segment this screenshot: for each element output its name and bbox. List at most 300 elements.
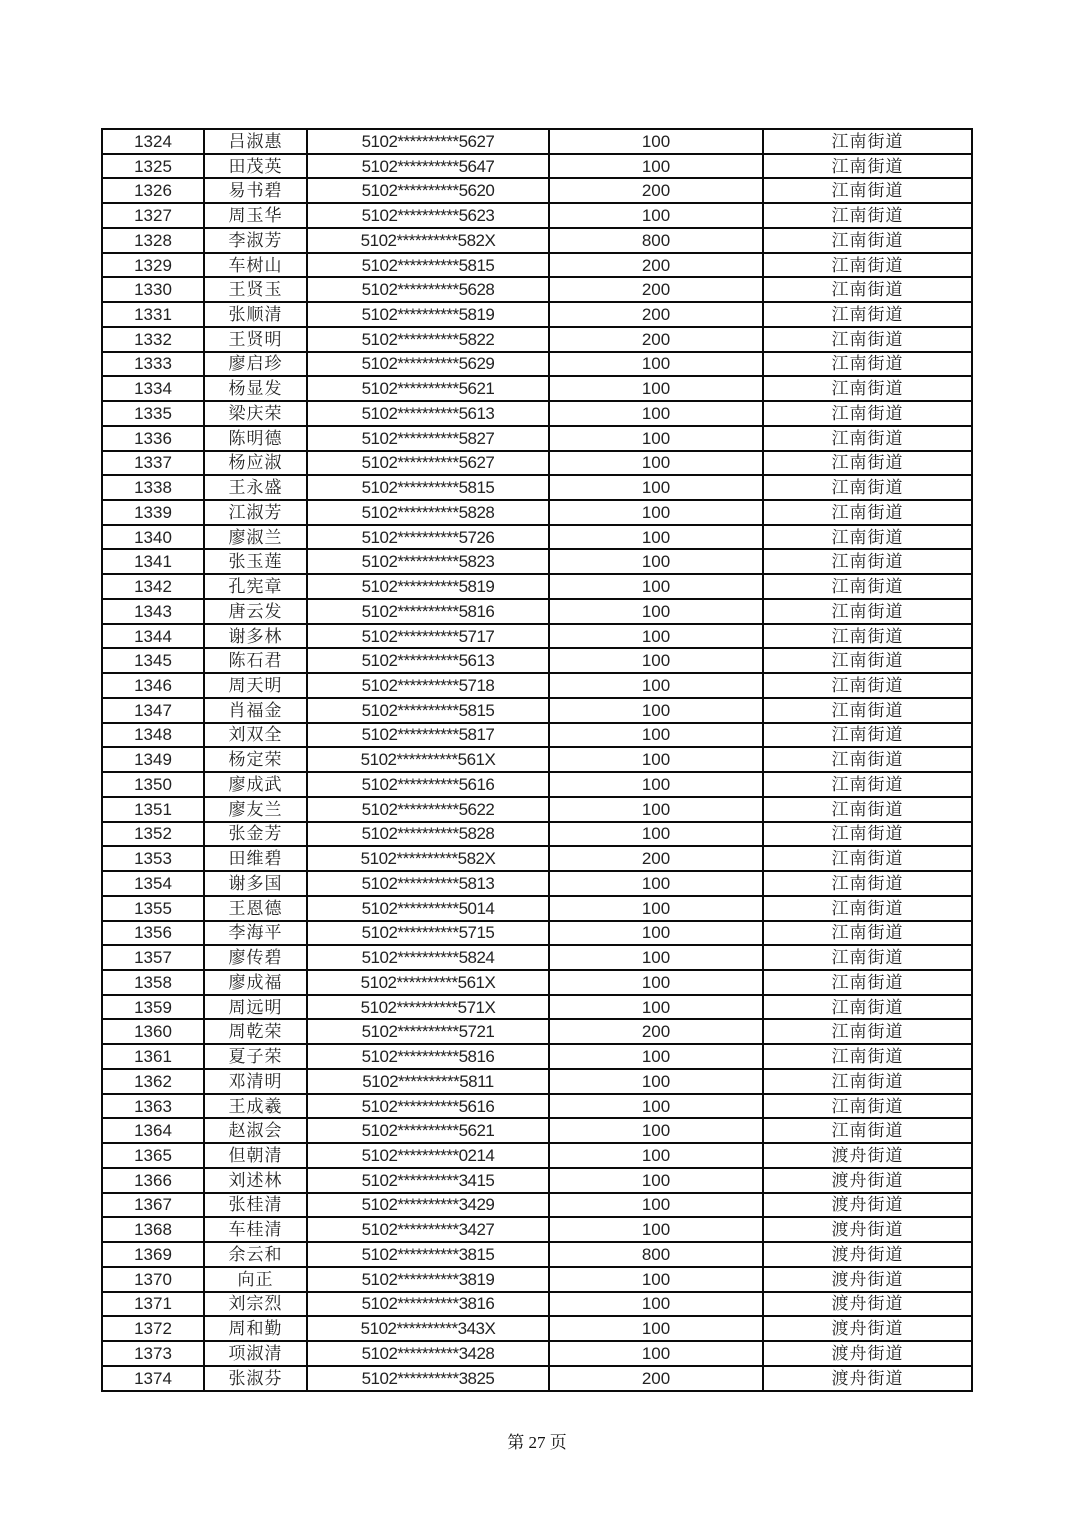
cell-no: 1335 — [102, 401, 204, 426]
table-row — [102, 995, 972, 1020]
cell-no: 1337 — [102, 451, 204, 476]
cell-name: 王恩德 — [204, 896, 307, 921]
cell-district: 江南街道 — [763, 896, 972, 921]
cell-name: 江淑芳 — [204, 500, 307, 525]
cell-id: 5102**********5717 — [307, 624, 549, 649]
cell-district: 江南街道 — [763, 154, 972, 179]
cell-id: 5102**********5824 — [307, 945, 549, 970]
cell-name: 邓清明 — [204, 1069, 307, 1094]
table-row — [102, 1292, 972, 1317]
table-row — [102, 846, 972, 871]
table-row — [102, 1118, 972, 1143]
cell-id: 5102**********5823 — [307, 549, 549, 574]
cell-no: 1361 — [102, 1044, 204, 1069]
cell-id: 5102**********3415 — [307, 1168, 549, 1193]
cell-name: 杨应淑 — [204, 451, 307, 476]
cell-id: 5102**********5815 — [307, 698, 549, 723]
table-row — [102, 896, 972, 921]
table-row — [102, 1044, 972, 1069]
cell-id: 5102**********5816 — [307, 599, 549, 624]
cell-name: 张桂清 — [204, 1193, 307, 1218]
cell-amount: 100 — [549, 1193, 763, 1218]
cell-district: 江南街道 — [763, 549, 972, 574]
cell-id: 5102**********5621 — [307, 1118, 549, 1143]
table-row — [102, 475, 972, 500]
table-row — [102, 525, 972, 550]
cell-name: 张顺清 — [204, 302, 307, 327]
table-row — [102, 772, 972, 797]
cell-district: 江南街道 — [763, 871, 972, 896]
cell-name: 刘宗烈 — [204, 1292, 307, 1317]
table-row — [102, 624, 972, 649]
cell-id: 5102**********5623 — [307, 203, 549, 228]
cell-id: 5102**********5616 — [307, 1094, 549, 1119]
cell-id: 5102**********5827 — [307, 426, 549, 451]
cell-no: 1351 — [102, 797, 204, 822]
table-row — [102, 574, 972, 599]
cell-no: 1363 — [102, 1094, 204, 1119]
cell-no: 1339 — [102, 500, 204, 525]
cell-no: 1365 — [102, 1143, 204, 1168]
cell-no: 1362 — [102, 1069, 204, 1094]
table-row — [102, 970, 972, 995]
cell-no: 1340 — [102, 525, 204, 550]
cell-no: 1366 — [102, 1168, 204, 1193]
cell-district: 江南街道 — [763, 327, 972, 352]
cell-amount: 100 — [549, 549, 763, 574]
cell-no: 1360 — [102, 1019, 204, 1044]
cell-district: 江南街道 — [763, 1069, 972, 1094]
cell-amount: 100 — [549, 624, 763, 649]
cell-no: 1354 — [102, 871, 204, 896]
cell-name: 余云和 — [204, 1242, 307, 1267]
cell-no: 1355 — [102, 896, 204, 921]
cell-amount: 100 — [549, 871, 763, 896]
table-row — [102, 451, 972, 476]
cell-id: 5102**********5613 — [307, 648, 549, 673]
cell-id: 5102**********5627 — [307, 129, 549, 154]
cell-district: 渡舟街道 — [763, 1267, 972, 1292]
cell-amount: 100 — [549, 1168, 763, 1193]
table-row — [102, 945, 972, 970]
cell-no: 1333 — [102, 352, 204, 377]
cell-no: 1368 — [102, 1217, 204, 1242]
cell-name: 周乾荣 — [204, 1019, 307, 1044]
table-row — [102, 203, 972, 228]
cell-id: 5102**********5613 — [307, 401, 549, 426]
table-row — [102, 1242, 972, 1267]
cell-name: 张淑芬 — [204, 1366, 307, 1391]
cell-amount: 100 — [549, 352, 763, 377]
cell-name: 周玉华 — [204, 203, 307, 228]
cell-district: 江南街道 — [763, 599, 972, 624]
cell-amount: 200 — [549, 1019, 763, 1044]
cell-no: 1356 — [102, 921, 204, 946]
cell-district: 江南街道 — [763, 253, 972, 278]
cell-id: 5102**********5819 — [307, 302, 549, 327]
cell-id: 5102**********571X — [307, 995, 549, 1020]
cell-district: 江南街道 — [763, 1094, 972, 1119]
cell-district: 江南街道 — [763, 995, 972, 1020]
cell-name: 田维碧 — [204, 846, 307, 871]
cell-no: 1345 — [102, 648, 204, 673]
cell-name: 易书碧 — [204, 178, 307, 203]
cell-no: 1325 — [102, 154, 204, 179]
cell-name: 梁庆荣 — [204, 401, 307, 426]
cell-no: 1374 — [102, 1366, 204, 1391]
table-row — [102, 401, 972, 426]
cell-name: 孔宪章 — [204, 574, 307, 599]
cell-district: 江南街道 — [763, 203, 972, 228]
cell-district: 江南街道 — [763, 426, 972, 451]
cell-no: 1369 — [102, 1242, 204, 1267]
table-row — [102, 1341, 972, 1366]
table-row — [102, 1316, 972, 1341]
cell-name: 杨显发 — [204, 376, 307, 401]
cell-no: 1358 — [102, 970, 204, 995]
cell-amount: 100 — [549, 1292, 763, 1317]
table-row — [102, 500, 972, 525]
cell-district: 江南街道 — [763, 648, 972, 673]
cell-name: 陈明德 — [204, 426, 307, 451]
page-footer — [0, 1428, 1074, 1453]
table-body — [102, 129, 972, 1391]
cell-district: 江南街道 — [763, 698, 972, 723]
table-row — [102, 277, 972, 302]
cell-no: 1344 — [102, 624, 204, 649]
cell-id: 5102**********3825 — [307, 1366, 549, 1391]
cell-no: 1341 — [102, 549, 204, 574]
cell-name: 王成羲 — [204, 1094, 307, 1119]
cell-district: 渡舟街道 — [763, 1217, 972, 1242]
table-row — [102, 178, 972, 203]
cell-no: 1326 — [102, 178, 204, 203]
cell-id: 5102**********3815 — [307, 1242, 549, 1267]
cell-name: 王永盛 — [204, 475, 307, 500]
cell-name: 车桂清 — [204, 1217, 307, 1242]
cell-name: 田茂英 — [204, 154, 307, 179]
table-row — [102, 426, 972, 451]
beneficiary-table — [101, 128, 973, 1392]
cell-id: 5102**********5828 — [307, 822, 549, 847]
cell-name: 肖福金 — [204, 698, 307, 723]
cell-id: 5102**********582X — [307, 228, 549, 253]
table-row — [102, 1168, 972, 1193]
cell-district: 江南街道 — [763, 673, 972, 698]
cell-name: 唐云发 — [204, 599, 307, 624]
cell-district: 江南街道 — [763, 846, 972, 871]
cell-amount: 800 — [549, 1242, 763, 1267]
cell-district: 江南街道 — [763, 1044, 972, 1069]
cell-district: 江南街道 — [763, 352, 972, 377]
cell-district: 江南街道 — [763, 747, 972, 772]
cell-no: 1348 — [102, 723, 204, 748]
cell-district: 江南街道 — [763, 574, 972, 599]
cell-district: 渡舟街道 — [763, 1366, 972, 1391]
cell-no: 1334 — [102, 376, 204, 401]
cell-district: 渡舟街道 — [763, 1292, 972, 1317]
table-row — [102, 1143, 972, 1168]
table-row — [102, 797, 972, 822]
cell-amount: 200 — [549, 302, 763, 327]
cell-amount: 100 — [549, 1094, 763, 1119]
cell-amount: 100 — [549, 475, 763, 500]
cell-name: 廖成福 — [204, 970, 307, 995]
cell-amount: 100 — [549, 698, 763, 723]
cell-district: 江南街道 — [763, 921, 972, 946]
cell-district: 江南街道 — [763, 772, 972, 797]
cell-district: 江南街道 — [763, 945, 972, 970]
cell-amount: 100 — [549, 673, 763, 698]
table-row — [102, 253, 972, 278]
cell-id: 5102**********5828 — [307, 500, 549, 525]
cell-id: 5102**********3816 — [307, 1292, 549, 1317]
cell-id: 5102**********5715 — [307, 921, 549, 946]
cell-id: 5102**********5819 — [307, 574, 549, 599]
table-row — [102, 1217, 972, 1242]
cell-no: 1364 — [102, 1118, 204, 1143]
cell-no: 1324 — [102, 129, 204, 154]
table-row — [102, 549, 972, 574]
cell-district: 江南街道 — [763, 228, 972, 253]
table-row — [102, 1019, 972, 1044]
cell-no: 1370 — [102, 1267, 204, 1292]
cell-amount: 100 — [549, 376, 763, 401]
cell-amount: 100 — [549, 921, 763, 946]
cell-amount: 100 — [549, 1341, 763, 1366]
cell-amount: 100 — [549, 1118, 763, 1143]
cell-amount: 100 — [549, 203, 763, 228]
cell-name: 周天明 — [204, 673, 307, 698]
cell-name: 车树山 — [204, 253, 307, 278]
cell-district: 江南街道 — [763, 1019, 972, 1044]
cell-amount: 100 — [549, 945, 763, 970]
cell-district: 渡舟街道 — [763, 1316, 972, 1341]
cell-id: 5102**********343X — [307, 1316, 549, 1341]
cell-id: 5102**********5816 — [307, 1044, 549, 1069]
cell-district: 江南街道 — [763, 723, 972, 748]
table-row — [102, 1094, 972, 1119]
table-row — [102, 599, 972, 624]
cell-district: 江南街道 — [763, 797, 972, 822]
cell-id: 5102**********5620 — [307, 178, 549, 203]
cell-amount: 100 — [549, 723, 763, 748]
cell-no: 1343 — [102, 599, 204, 624]
cell-name: 廖友兰 — [204, 797, 307, 822]
cell-name: 但朝清 — [204, 1143, 307, 1168]
cell-name: 周远明 — [204, 995, 307, 1020]
cell-id: 5102**********5822 — [307, 327, 549, 352]
cell-district: 江南街道 — [763, 376, 972, 401]
cell-amount: 100 — [549, 599, 763, 624]
cell-district: 江南街道 — [763, 277, 972, 302]
cell-amount: 100 — [549, 426, 763, 451]
cell-id: 5102**********561X — [307, 747, 549, 772]
cell-district: 江南街道 — [763, 475, 972, 500]
cell-no: 1338 — [102, 475, 204, 500]
cell-no: 1359 — [102, 995, 204, 1020]
table-row — [102, 327, 972, 352]
table-row — [102, 921, 972, 946]
cell-id: 5102**********0214 — [307, 1143, 549, 1168]
cell-amount: 100 — [549, 995, 763, 1020]
cell-no: 1329 — [102, 253, 204, 278]
cell-id: 5102**********561X — [307, 970, 549, 995]
cell-district: 江南街道 — [763, 624, 972, 649]
cell-name: 廖淑兰 — [204, 525, 307, 550]
cell-amount: 100 — [549, 896, 763, 921]
cell-name: 赵淑会 — [204, 1118, 307, 1143]
cell-no: 1347 — [102, 698, 204, 723]
cell-district: 渡舟街道 — [763, 1341, 972, 1366]
cell-name: 项淑清 — [204, 1341, 307, 1366]
cell-amount: 200 — [549, 253, 763, 278]
cell-name: 杨定荣 — [204, 747, 307, 772]
cell-no: 1328 — [102, 228, 204, 253]
cell-amount: 200 — [549, 846, 763, 871]
cell-no: 1350 — [102, 772, 204, 797]
cell-amount: 200 — [549, 178, 763, 203]
cell-amount: 100 — [549, 772, 763, 797]
table-row — [102, 673, 972, 698]
cell-no: 1332 — [102, 327, 204, 352]
cell-name: 廖传碧 — [204, 945, 307, 970]
cell-name: 陈石君 — [204, 648, 307, 673]
cell-district: 渡舟街道 — [763, 1143, 972, 1168]
cell-id: 5102**********3427 — [307, 1217, 549, 1242]
table-row — [102, 1193, 972, 1218]
table-row — [102, 376, 972, 401]
cell-name: 廖成武 — [204, 772, 307, 797]
cell-no: 1367 — [102, 1193, 204, 1218]
cell-id: 5102**********3819 — [307, 1267, 549, 1292]
cell-name: 吕淑惠 — [204, 129, 307, 154]
cell-district: 江南街道 — [763, 525, 972, 550]
cell-id: 5102**********5813 — [307, 871, 549, 896]
cell-amount: 100 — [549, 1143, 763, 1168]
cell-district: 渡舟街道 — [763, 1193, 972, 1218]
cell-amount: 800 — [549, 228, 763, 253]
cell-no: 1352 — [102, 822, 204, 847]
cell-name: 刘述林 — [204, 1168, 307, 1193]
cell-name: 夏子荣 — [204, 1044, 307, 1069]
cell-district: 江南街道 — [763, 500, 972, 525]
cell-no: 1342 — [102, 574, 204, 599]
cell-id: 5102**********3428 — [307, 1341, 549, 1366]
cell-district: 江南街道 — [763, 302, 972, 327]
cell-no: 1336 — [102, 426, 204, 451]
cell-name: 廖启珍 — [204, 352, 307, 377]
cell-district: 渡舟街道 — [763, 1242, 972, 1267]
cell-no: 1330 — [102, 277, 204, 302]
cell-id: 5102**********3429 — [307, 1193, 549, 1218]
cell-district: 渡舟街道 — [763, 1168, 972, 1193]
table-row — [102, 648, 972, 673]
table-row — [102, 352, 972, 377]
cell-name: 刘双全 — [204, 723, 307, 748]
cell-id: 5102**********5817 — [307, 723, 549, 748]
cell-amount: 100 — [549, 574, 763, 599]
cell-district: 江南街道 — [763, 451, 972, 476]
cell-id: 5102**********5815 — [307, 475, 549, 500]
page-number-label: 第 27 页 — [507, 1433, 567, 1452]
cell-district: 江南街道 — [763, 129, 972, 154]
cell-name: 李淑芳 — [204, 228, 307, 253]
cell-no: 1372 — [102, 1316, 204, 1341]
cell-amount: 100 — [549, 822, 763, 847]
table-row — [102, 129, 972, 154]
cell-amount: 100 — [549, 451, 763, 476]
cell-amount: 100 — [549, 525, 763, 550]
cell-amount: 200 — [549, 327, 763, 352]
cell-id: 5102**********5622 — [307, 797, 549, 822]
cell-id: 5102**********5014 — [307, 896, 549, 921]
cell-id: 5102**********5621 — [307, 376, 549, 401]
cell-name: 张金芳 — [204, 822, 307, 847]
cell-district: 江南街道 — [763, 822, 972, 847]
cell-amount: 100 — [549, 1069, 763, 1094]
cell-amount: 100 — [549, 129, 763, 154]
cell-id: 5102**********5721 — [307, 1019, 549, 1044]
cell-id: 5102**********5726 — [307, 525, 549, 550]
cell-amount: 100 — [549, 747, 763, 772]
cell-no: 1371 — [102, 1292, 204, 1317]
cell-id: 5102**********582X — [307, 846, 549, 871]
cell-no: 1373 — [102, 1341, 204, 1366]
cell-id: 5102**********5629 — [307, 352, 549, 377]
cell-name: 王贤明 — [204, 327, 307, 352]
table-row — [102, 154, 972, 179]
cell-name: 王贤玉 — [204, 277, 307, 302]
cell-name: 周和勤 — [204, 1316, 307, 1341]
table-row — [102, 698, 972, 723]
table-row — [102, 1267, 972, 1292]
cell-no: 1353 — [102, 846, 204, 871]
cell-amount: 100 — [549, 970, 763, 995]
cell-district: 江南街道 — [763, 1118, 972, 1143]
cell-name: 向正 — [204, 1267, 307, 1292]
table-row — [102, 228, 972, 253]
cell-amount: 100 — [549, 797, 763, 822]
cell-id: 5102**********5718 — [307, 673, 549, 698]
cell-amount: 100 — [549, 1217, 763, 1242]
cell-id: 5102**********5815 — [307, 253, 549, 278]
cell-name: 李海平 — [204, 921, 307, 946]
table-row — [102, 822, 972, 847]
cell-no: 1346 — [102, 673, 204, 698]
cell-no: 1349 — [102, 747, 204, 772]
table-row — [102, 747, 972, 772]
cell-amount: 100 — [549, 1316, 763, 1341]
cell-name: 谢多林 — [204, 624, 307, 649]
cell-amount: 100 — [549, 1044, 763, 1069]
cell-amount: 100 — [549, 1267, 763, 1292]
cell-id: 5102**********5811 — [307, 1069, 549, 1094]
cell-amount: 100 — [549, 401, 763, 426]
cell-amount: 100 — [549, 154, 763, 179]
cell-amount: 200 — [549, 1366, 763, 1391]
cell-name: 谢多国 — [204, 871, 307, 896]
cell-amount: 100 — [549, 648, 763, 673]
cell-id: 5102**********5647 — [307, 154, 549, 179]
cell-id: 5102**********5628 — [307, 277, 549, 302]
cell-district: 江南街道 — [763, 178, 972, 203]
cell-no: 1357 — [102, 945, 204, 970]
cell-amount: 200 — [549, 277, 763, 302]
table-row — [102, 723, 972, 748]
cell-district: 江南街道 — [763, 401, 972, 426]
cell-id: 5102**********5616 — [307, 772, 549, 797]
